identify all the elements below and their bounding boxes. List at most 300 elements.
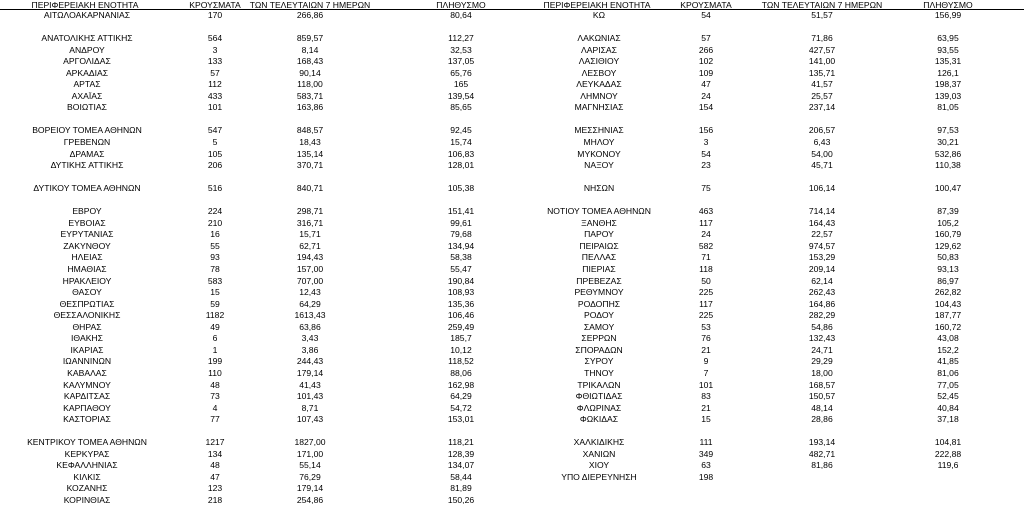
cell-cases: 225 [698,287,714,298]
table-row [0,310,512,322]
cell-cases: 170 [207,10,223,20]
cell-last-7-days: 141,00 [808,56,836,67]
cell-population: 119,6 [937,460,959,471]
cell-population: 87,39 [937,206,959,217]
cell-cases: 117 [699,217,713,228]
cell-last-7-days: 179,14 [296,367,324,378]
cell-regional-unit: ΒΟΡΕΙΟΥ ΤΟΜΕΑ ΑΘΗΝΩΝ [32,125,142,136]
table-row [512,195,1024,207]
cell-cases: 49 [210,321,220,332]
cell-last-7-days: 62,14 [811,275,833,286]
cell-regional-unit: ΚΩ [592,10,606,20]
cell-regional-unit: ΑΡΤΑΣ [73,79,101,90]
cell-last-7-days: 840,71 [296,183,324,194]
cell-cases: 93 [210,252,220,263]
cell-regional-unit: ΑΡΓΟΛΙΔΑΣ [63,56,111,67]
cell-cases: 54 [701,148,711,159]
cell-cases: 77 [210,414,220,425]
cell-regional-unit: ΛΕΣΒΟΥ [581,67,617,78]
cell-last-7-days: 266,86 [296,10,324,20]
table-row [0,495,512,507]
cell-last-7-days: 48,14 [811,402,833,413]
cell-last-7-days: 28,86 [811,414,833,425]
table-row [0,426,512,438]
table-row [512,125,1024,137]
cell-cases: 15 [210,287,220,298]
cell-population: 532,86 [934,148,962,159]
cell-cases: 73 [210,391,220,402]
cell-cases: 154 [698,102,714,113]
cell-population: 104,81 [934,437,962,448]
cell-population: 52,45 [937,391,959,402]
table-row [512,356,1024,368]
cell-cases: 57 [701,33,711,44]
cell-regional-unit: ΗΡΑΚΛΕΙΟΥ [62,275,112,286]
cell-regional-unit: ΦΩΚΙΔΑΣ [579,414,619,425]
cell-cases: 53 [701,321,711,332]
table-row [0,10,512,22]
cell-last-7-days: 168,43 [296,56,324,67]
table-row [0,356,512,368]
cell-cases: 583 [207,275,223,286]
cell-last-7-days: 106,14 [808,183,836,194]
cell-population: 106,46 [447,310,475,321]
cell-last-7-days: 54,00 [811,148,833,159]
cell-population: 65,76 [450,67,472,78]
cell-regional-unit: ΣΕΡΡΩΝ [581,333,617,344]
cell-population: 43,08 [937,333,959,344]
header-population: ΠΛΗΘΥΣΜΟ [436,0,486,10]
cell-population: 81,05 [937,102,959,113]
cell-regional-unit: ΘΕΣΠΡΩΤΙΑΣ [59,298,115,309]
cell-regional-unit: ΚΟΖΑΝΗΣ [66,483,108,494]
cell-population: 37,18 [937,414,959,425]
cell-last-7-days: 3,43 [301,333,319,344]
table-row [512,91,1024,103]
cell-regional-unit: ΧΑΝΙΩΝ [582,448,616,459]
cell-population: 137,05 [447,56,475,67]
cell-cases: 206 [207,160,223,171]
cell-cases: 5 [212,137,218,148]
table-row [512,172,1024,184]
table-row [512,322,1024,334]
cell-regional-unit: ΜΗΛΟΥ [583,137,615,148]
cell-last-7-days: 164,86 [808,298,836,309]
cell-regional-unit: ΔΥΤΙΚΟΥ ΤΟΜΕΑ ΑΘΗΝΩΝ [33,183,141,194]
cell-regional-unit: ΠΙΕΡΙΑΣ [582,264,616,275]
cell-last-7-days: 81,86 [811,460,833,471]
table-row [512,79,1024,91]
table-row [512,426,1024,438]
cell-regional-unit: ΛΑΡΙΣΑΣ [581,44,617,55]
cell-cases: 156 [698,125,714,136]
cell-population: 152,2 [937,344,959,355]
cell-population: 81,89 [450,483,472,494]
cell-last-7-days: 107,43 [296,414,324,425]
cell-regional-unit: ΘΕΣΣΑΛΟΝΙΚΗΣ [53,310,121,321]
cell-cases: 57 [210,67,220,78]
cell-population: 153,01 [447,414,475,425]
cell-last-7-days: 298,71 [296,206,324,217]
cell-cases: 63 [701,460,711,471]
cell-cases: 112 [208,79,222,90]
table-row [512,264,1024,276]
table-row [512,206,1024,218]
cell-regional-unit: ΖΑΚΥΝΘΟΥ [63,240,111,251]
cell-regional-unit: ΑΝΔΡΟΥ [69,44,105,55]
cell-regional-unit: ΤΗΝΟΥ [584,367,614,378]
cell-population: 259,49 [447,321,475,332]
left-table [0,0,512,507]
cell-regional-unit: ΠΕΙΡΑΙΩΣ [579,240,619,251]
cell-last-7-days: 206,57 [808,125,836,136]
table-row [512,33,1024,45]
cell-last-7-days: 254,86 [296,494,324,505]
cell-last-7-days: 29,29 [811,356,833,367]
cell-population: 85,65 [450,102,472,113]
cell-last-7-days: 714,14 [808,206,836,217]
cell-regional-unit: ΦΛΩΡΙΝΑΣ [576,402,622,413]
cell-regional-unit: ΔΥΤΙΚΗΣ ΑΤΤΙΚΗΣ [50,160,124,171]
cell-regional-unit: ΚΙΛΚΙΣ [73,471,101,482]
table-row [512,22,1024,34]
cell-population: 112,27 [448,33,474,44]
cell-regional-unit: ΧΑΛΚΙΔΙΚΗΣ [573,437,625,448]
cell-cases: 109 [698,67,714,78]
cell-population: 190,84 [447,275,475,286]
cell-cases: 564 [207,33,223,44]
cell-population: 54,72 [450,402,472,413]
cell-population: 198,37 [934,79,962,90]
table-row [512,299,1024,311]
cell-cases: 3 [703,137,709,148]
table-row [0,33,512,45]
table-row [512,287,1024,299]
cell-population: 58,44 [450,471,472,482]
table-row [512,137,1024,149]
cell-last-7-days: 168,57 [808,379,836,390]
table-row [512,68,1024,80]
cell-population: 93,13 [937,264,959,275]
cell-cases: 224 [207,206,223,217]
cell-regional-unit: ΒΟΙΩΤΙΑΣ [67,102,107,113]
cell-cases: 547 [207,125,223,136]
cell-last-7-days: 193,14 [808,437,836,448]
cell-cases: 24 [701,229,711,240]
table-row [512,229,1024,241]
cell-population: 128,39 [447,448,475,459]
cell-cases: 24 [701,90,711,101]
cell-regional-unit: ΡΕΘΥΜΝΟΥ [574,287,624,298]
cell-last-7-days: 163,86 [296,102,324,113]
cell-cases: 582 [698,240,714,251]
table-row [512,472,1024,484]
cell-regional-unit: ΑΧΑΪΑΣ [71,90,103,101]
cell-last-7-days: 8,14 [301,44,319,55]
table-row [0,276,512,288]
cell-regional-unit: ΚΑΡΔΙΤΣΑΣ [63,391,111,402]
cell-regional-unit: ΘΑΣΟΥ [72,287,102,298]
table-row [0,22,512,34]
cell-last-7-days: 3,86 [301,344,319,355]
cell-cases: 110 [208,367,222,378]
cell-regional-unit: ΚΑΛΥΜΝΟΥ [63,379,111,390]
cell-population: 134,07 [447,460,475,471]
cell-population: 262,82 [934,287,962,298]
cell-regional-unit: ΧΙΟΥ [588,460,610,471]
cell-regional-unit: ΕΥΡΥΤΑΝΙΑΣ [60,229,114,240]
cell-last-7-days: 24,71 [811,344,833,355]
table-row [0,125,512,137]
table-row [0,333,512,345]
table-row [512,391,1024,403]
cell-population: 80,64 [450,10,472,20]
cell-regional-unit: ΝΑΞΟΥ [584,160,614,171]
cell-cases: 225 [698,310,714,321]
cell-population: 81,06 [937,367,959,378]
table-row [512,380,1024,392]
cell-population: 50,83 [937,252,959,263]
cell-last-7-days: 859,57 [296,33,324,44]
cell-last-7-days: 71,86 [811,33,833,44]
cell-regional-unit: ΑΡΚΑΔΙΑΣ [65,67,109,78]
cell-regional-unit: ΚΑΣΤΟΡΙΑΣ [63,414,111,425]
cell-population: 93,55 [937,44,959,55]
cell-regional-unit: ΣΑΜΟΥ [583,321,615,332]
cell-regional-unit: ΛΕΥΚΑΔΑΣ [576,79,622,90]
table-row [512,310,1024,322]
cell-population: 134,94 [447,240,475,251]
cell-population: 100,47 [934,183,962,194]
cell-population: 40,84 [937,402,959,413]
cell-regional-unit: ΦΘΙΩΤΙΔΑΣ [575,391,623,402]
table-row [512,102,1024,114]
cell-population: 135,31 [934,56,962,67]
cell-regional-unit: ΛΑΚΩΝΙΑΣ [577,33,621,44]
cell-last-7-days: 90,14 [299,67,321,78]
cell-regional-unit: ΓΡΕΒΕΝΩΝ [63,137,111,148]
cell-last-7-days: 482,71 [808,448,836,459]
table-row [0,437,512,449]
cell-regional-unit: ΣΥΡΟΥ [584,356,614,367]
cell-regional-unit: ΚΑΒΑΛΑΣ [67,367,107,378]
cell-last-7-days: 179,14 [296,483,324,494]
table-row [0,79,512,91]
header-population: ΠΛΗΘΥΣΜΟ [923,0,973,10]
table-row [0,102,512,114]
cell-last-7-days: 171,00 [296,448,324,459]
right-table [512,0,1024,483]
cell-cases: 117 [699,298,713,309]
cell-last-7-days: 583,71 [296,90,324,101]
header-regional-unit: ΠΕΡΙΦΕΡΕΙΑΚΗ ΕΝΟΤΗΤΑ [543,0,651,10]
cell-regional-unit: ΗΜΑΘΙΑΣ [67,264,107,275]
cell-last-7-days: 848,57 [296,125,324,136]
table-row [0,91,512,103]
table-row [512,333,1024,345]
cell-cases: 75 [701,183,711,194]
cell-population: 160,79 [934,229,962,240]
cell-population: 151,41 [447,206,475,217]
cell-population: 187,77 [934,310,962,321]
cell-regional-unit: ΚΟΡΙΝΘΙΑΣ [63,494,111,505]
cell-population: 135,36 [447,298,475,309]
cell-last-7-days: 8,71 [301,402,319,413]
cell-last-7-days: 12,43 [299,287,321,298]
cell-cases: 50 [701,275,711,286]
table-row [0,368,512,380]
cell-cases: 111 [699,437,713,448]
table-row [0,241,512,253]
header-regional-unit: ΠΕΡΙΦΕΡΕΙΑΚΗ ΕΝΟΤΗΤΑ [31,0,139,10]
cell-regional-unit: ΙΘΑΚΗΣ [71,333,103,344]
cell-population: 185,7 [450,333,472,344]
cell-population: 97,53 [937,125,959,136]
cell-cases: 15 [701,414,711,425]
cell-cases: 133 [207,56,223,67]
cell-population: 139,03 [934,90,962,101]
table-row [0,449,512,461]
cell-population: 10,12 [450,344,472,355]
cell-population: 41,85 [937,356,959,367]
cell-last-7-days: 132,43 [808,333,836,344]
cell-population: 126,1 [937,67,959,78]
cell-last-7-days: 153,29 [808,252,836,263]
cell-cases: 433 [207,90,223,101]
cell-cases: 1 [212,344,218,355]
header-cases: ΚΡΟΥΣΜΑΤΑ [680,0,732,10]
cell-regional-unit: ΙΚΑΡΙΑΣ [70,344,104,355]
cell-last-7-days: 51,57 [811,10,833,20]
cell-cases: 3 [212,44,218,55]
cell-last-7-days: 64,29 [299,298,321,309]
cell-cases: 102 [698,56,714,67]
table-row [0,172,512,184]
cell-cases: 210 [207,217,223,228]
cell-regional-unit: ΔΡΑΜΑΣ [69,148,105,159]
cell-population: 118,52 [448,356,474,367]
cell-regional-unit: ΕΥΒΟΙΑΣ [68,217,106,228]
table-row [0,114,512,126]
cell-population: 106,83 [447,148,475,159]
cell-population: 64,29 [450,391,472,402]
cell-population: 118,21 [448,437,474,448]
cell-cases: 48 [210,460,220,471]
cell-regional-unit: ΡΟΔΟΥ [584,310,614,321]
cell-last-7-days: 54,86 [811,321,833,332]
cell-cases: 78 [210,264,220,275]
cell-cases: 21 [701,402,711,413]
table-row [512,276,1024,288]
cell-regional-unit: ΠΡΕΒΕΖΑΣ [576,275,622,286]
table-row [512,218,1024,230]
cell-cases: 134 [207,448,223,459]
cell-last-7-days: 6,43 [813,137,831,148]
cell-population: 165 [453,79,469,90]
left-table-header [0,0,512,10]
cell-population: 88,06 [450,367,472,378]
cell-cases: 118 [699,264,713,275]
cell-population: 129,62 [934,240,962,251]
table-row [0,229,512,241]
cell-regional-unit: ΠΕΛΛΑΣ [581,252,617,263]
cell-cases: 47 [701,79,711,90]
cell-cases: 1182 [205,310,225,321]
table-row [0,403,512,415]
cell-population: 55,47 [450,264,472,275]
cell-last-7-days: 41,57 [811,79,833,90]
cell-last-7-days: 55,14 [299,460,321,471]
cell-cases: 7 [703,367,709,378]
right-table-header [512,0,1024,10]
table-row [0,287,512,299]
cell-population: 104,43 [934,298,962,309]
cell-population: 99,61 [450,217,472,228]
cell-regional-unit: ΜΕΣΣΗΝΙΑΣ [574,125,624,136]
cell-regional-unit: ΥΠΟ ΔΙΕΡΕΥΝΗΣΗ [561,471,637,482]
cell-population: 150,26 [447,494,475,505]
cell-last-7-days: 209,14 [808,264,836,275]
cell-cases: 23 [701,160,711,171]
cell-cases: 4 [212,402,218,413]
cell-cases: 47 [210,471,220,482]
cell-last-7-days: 316,71 [296,217,324,228]
cell-regional-unit: ΜΥΚΟΝΟΥ [577,148,621,159]
cell-cases: 101 [698,379,714,390]
table-row [0,56,512,68]
cell-population: 156,99 [934,10,962,20]
table-row [0,299,512,311]
cell-population: 63,95 [937,33,959,44]
cell-regional-unit: ΗΛΕΙΑΣ [71,252,103,263]
table-row [0,183,512,195]
table-row [512,149,1024,161]
cell-population: 105,2 [937,217,959,228]
cell-last-7-days: 237,14 [808,102,836,113]
cell-regional-unit: ΚΕΦΑΛΛΗΝΙΑΣ [56,460,118,471]
cell-regional-unit: ΑΝΑΤΟΛΙΚΗΣ ΑΤΤΙΚΗΣ [41,33,133,44]
cell-regional-unit: ΛΑΣΙΘΙΟΥ [578,56,620,67]
cell-last-7-days: 118,00 [297,79,323,90]
cell-cases: 6 [212,333,218,344]
table-row [512,160,1024,172]
table-row [0,380,512,392]
cell-last-7-days: 194,43 [296,252,324,263]
cell-cases: 105 [207,148,223,159]
cell-regional-unit: ΝΗΣΩΝ [583,183,615,194]
cell-population: 58,38 [450,252,472,263]
header-last-7-days: ΤΩΝ ΤΕΛΕΥΤΑΙΩΝ 7 ΗΜΕΡΩΝ [249,0,371,10]
table-row [0,68,512,80]
cell-population: 30,21 [937,137,959,148]
cell-cases: 16 [210,229,220,240]
table-row [512,45,1024,57]
cell-regional-unit: ΤΡΙΚΑΛΩΝ [577,379,621,390]
table-row [512,56,1024,68]
cell-regional-unit: ΚΕΡΚΥΡΑΣ [64,448,110,459]
table-row [0,218,512,230]
cell-last-7-days: 244,43 [296,356,324,367]
table-row [512,10,1024,22]
table-row [0,264,512,276]
table-row [0,322,512,334]
cell-cases: 71 [701,252,711,263]
cell-regional-unit: ΣΠΟΡΑΔΩΝ [575,344,623,355]
cell-cases: 266 [698,44,714,55]
cell-last-7-days: 18,43 [299,137,321,148]
cell-population: 128,01 [447,160,475,171]
cell-cases: 516 [207,183,223,194]
